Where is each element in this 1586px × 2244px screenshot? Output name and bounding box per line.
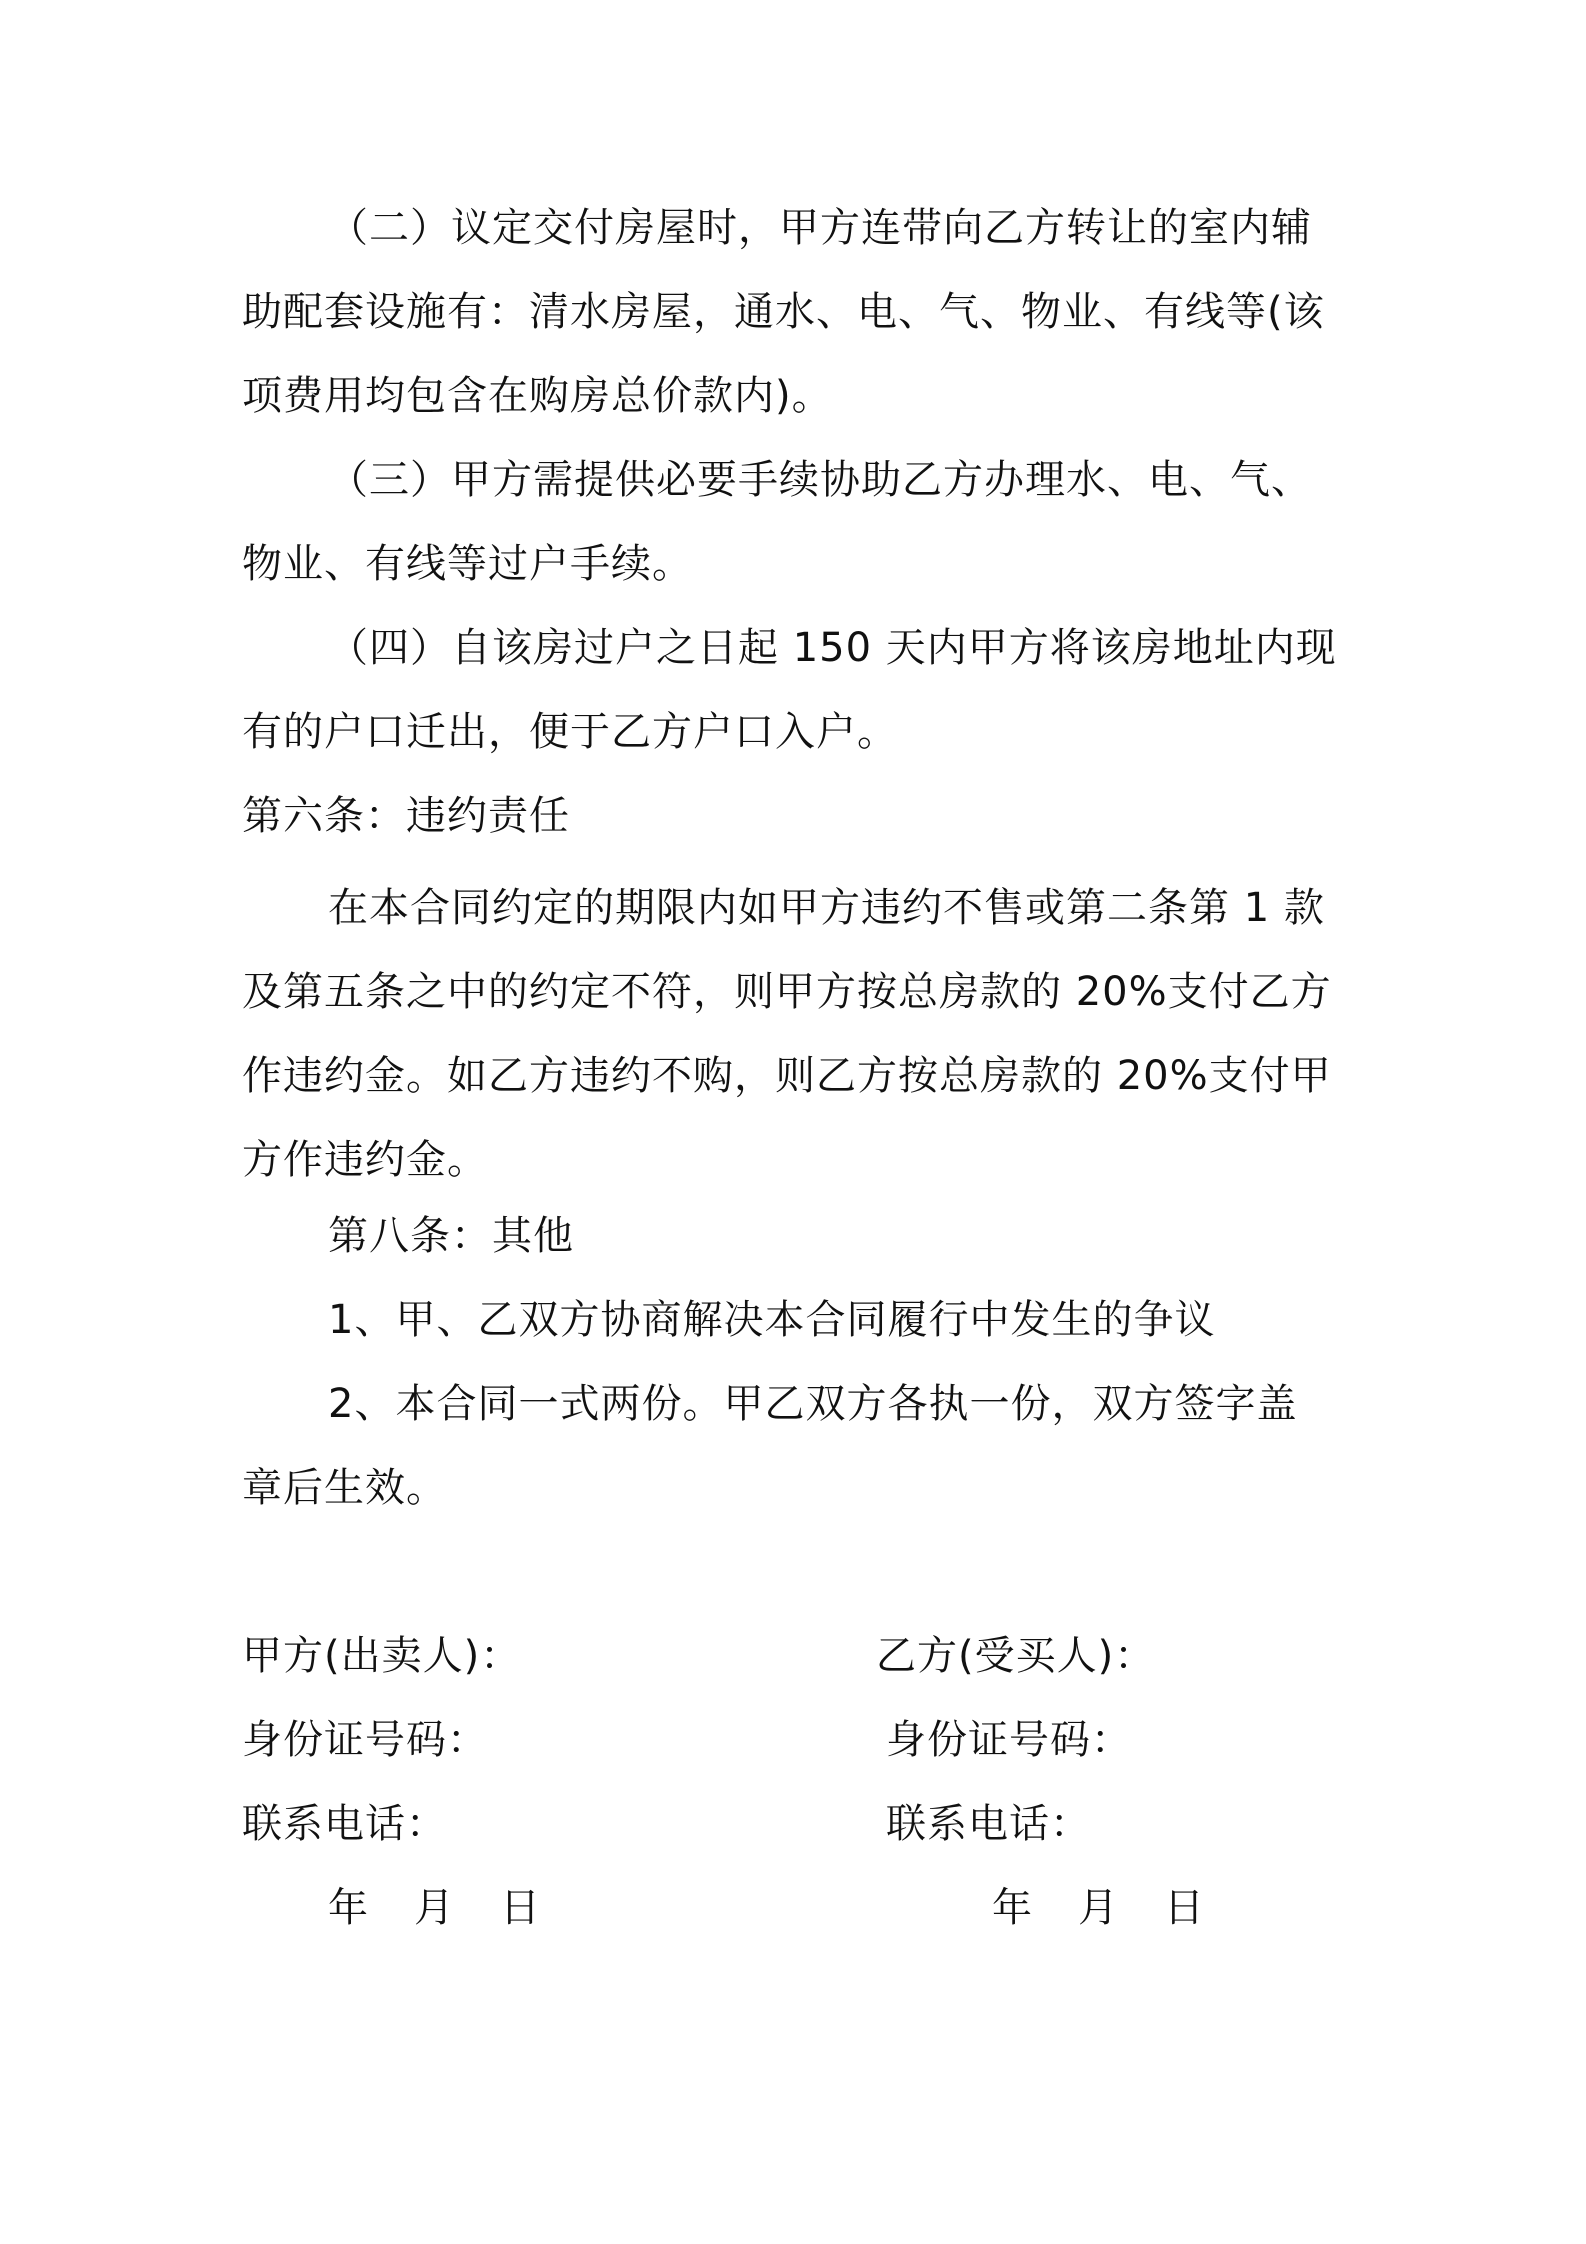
party-a-id-label: 身份证号码：	[242, 1717, 488, 1763]
clause-5-4	[242, 606, 1354, 774]
article-8-heading-text: 第八条：其他	[328, 1213, 574, 1259]
clause-5-2-line-3: 项费用均包含在购房总价款内)。	[242, 373, 833, 419]
clause-5-2-line-1: （二）议定交付房屋时，甲方连带向乙方转让的室内辅	[328, 205, 1312, 251]
clause-5-3-line-2: 物业、有线等过户手续。	[242, 541, 693, 587]
party-b-id-label: 身份证号码：	[886, 1717, 1132, 1763]
article-8-item-1	[242, 1278, 1354, 1362]
article-8-item-2	[242, 1362, 1354, 1530]
article-6-body-line-4: 方作违约金。	[242, 1137, 488, 1183]
clause-5-3-line-1: （三）甲方需提供必要手续协助乙方办理水、电、气、	[328, 457, 1312, 503]
article-6-heading	[242, 774, 1354, 858]
article-6-body-line-2: 及第五条之中的约定不符，则甲方按总房款的 20%支付乙方	[242, 969, 1332, 1015]
party-a-date	[328, 1866, 586, 1950]
clause-5-4-line-1: （四）自该房过户之日起 150 天内甲方将该房地址内现	[328, 625, 1337, 671]
party-b-day: 日	[1164, 1885, 1205, 1931]
article-6-heading-text: 第六条：违约责任	[242, 793, 570, 839]
article-6-body-line-3: 作违约金。如乙方违约不购，则乙方按总房款的 20%支付甲	[242, 1053, 1332, 1099]
party-b-title: 乙方(受买人)：	[876, 1633, 1156, 1679]
party-a-phone-label: 联系电话：	[242, 1801, 447, 1847]
clause-5-4-line-2: 有的户口迁出，便于乙方户口入户。	[242, 709, 898, 755]
party-b-month: 月	[1078, 1885, 1119, 1931]
party-b-date	[992, 1866, 1250, 1950]
clause-5-3	[242, 438, 1354, 606]
article-8-item-2-line-1: 2、本合同一式两份。甲乙双方各执一份，双方签字盖	[328, 1381, 1298, 1427]
party-a-year: 年	[328, 1885, 369, 1931]
article-8-heading	[242, 1194, 1354, 1278]
party-a-title: 甲方(出卖人)：	[242, 1633, 522, 1679]
clause-5-2-line-2: 助配套设施有：清水房屋，通水、电、气、物业、有线等(该	[242, 289, 1325, 335]
article-6-body	[242, 866, 1354, 1202]
party-b-phone-label: 联系电话：	[886, 1801, 1091, 1847]
party-a-day: 日	[500, 1885, 541, 1931]
party-b-year: 年	[992, 1885, 1033, 1931]
clause-5-2	[242, 186, 1354, 438]
party-a-month: 月	[414, 1885, 455, 1931]
article-6-body-line-1: 在本合同约定的期限内如甲方违约不售或第二条第 1 款	[328, 885, 1325, 931]
article-8-item-2-line-2: 章后生效。	[242, 1465, 447, 1511]
article-8-item-1-text: 1、甲、乙双方协商解决本合同履行中发生的争议	[328, 1297, 1216, 1343]
